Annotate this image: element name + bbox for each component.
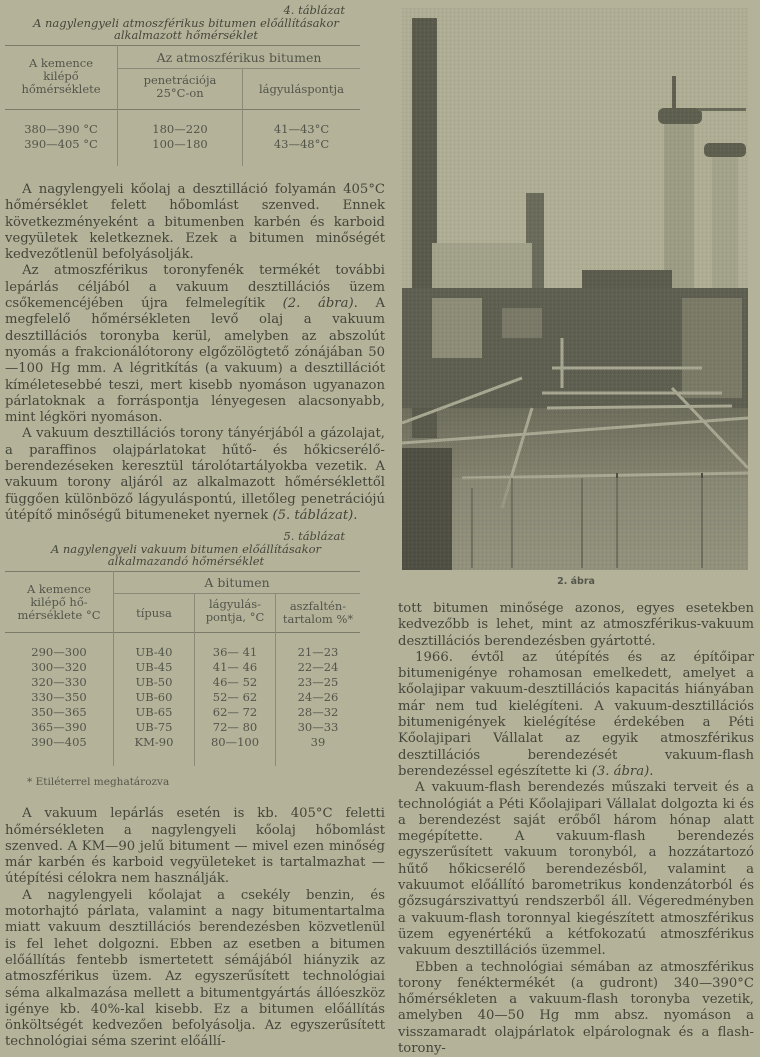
cell-type: UB-75 xyxy=(114,720,195,735)
header-text: aszfaltén- xyxy=(289,599,347,614)
right-column xyxy=(398,0,754,1057)
cell-softening: 43—48°C xyxy=(243,137,361,152)
table-5-grid xyxy=(5,571,360,766)
table-row xyxy=(5,735,360,750)
paragraph: A nagylengyeli kőolaj a desztilláció folyamán 405°C hőmérséklet felett hőbomlást szenved. Ennek következményeként a bitumenben karbén és karboid vegyületek keletkeznek. Ezek a bitumen minőségét kedvezőtlenül befolyásolják. xyxy=(5,182,385,263)
paragraph-text: . A megfelelő hőmérsékleten levő olaj a vakuum desztillációs toronyba kerül, amelyben az abszolút nyomás a frakcionálótorony elgőzölögtető zónájában 50—100 Hg mm. A légritkítás (a vakuum) a desztillációt kíméletesebbé teszi, mert kisebb nyomáson ugyanazon párlatoknak a forráspontja lényegesen alacsonyabb, mint légköri nyomáson. xyxy=(5,296,385,426)
table-4-title-line1: A nagylengyeli atmoszférikus bitumen előállításakor xyxy=(33,16,339,30)
table-5 xyxy=(5,530,385,788)
paragraph-text: 1966. évtől az útépítés és az építőipar bitumenigénye rohamosan emelkedett, amelyet a kőolajipar vakuum-desztillációs kapacitás hiányában már nem tud kielégíteni. A vakuum-desztillációs bitumenigények kielégítése érdekében a Péti Kőolajipari Vállalat az egyik atmoszférikus desztillációs berendezését vakuum-flash berendezéssel egészítette ki xyxy=(398,649,754,779)
header-text: A kemence xyxy=(28,56,94,70)
cell-asphaltene: 21—23 xyxy=(276,645,361,660)
photo-grain xyxy=(402,8,748,570)
table-4-title-line2: alkalmazott hőmérséklet xyxy=(114,28,258,42)
table-5-header-asphaltene xyxy=(276,594,361,633)
table-4-number: 4. táblázat xyxy=(283,3,345,17)
cell-type: UB-40 xyxy=(114,645,195,660)
header-text: A kemence xyxy=(26,581,92,596)
cell-softening: 72— 80 xyxy=(195,720,276,735)
paragraph: Ebben a technológiai sémában az atmoszférikus torony fenéktermékét (a gudront) 340—390°C hőmérsékleten a vakuum-flash toronyba vezetik, amelyben 40—50 Hg mm absz. nyomáson a visszamaradt olajpárlatok elpárolognak és a flash-torony- xyxy=(398,959,754,1057)
paragraph xyxy=(5,426,385,524)
cell-softening: 52— 62 xyxy=(195,690,276,705)
paragraph-text: A vakuum desztillációs torony tányérjából a gázolajat, a paraffinos olajpárlatokat hűtő- és hőkicserélő-berendezéseken keresztül tárolótartályokba vezetik. A vakuum torony aljáról az alkalmazott hőmérséklettől függően különböző lágyuláspontú, illetőleg penetrációjú útépítő minőségű bitumeneket nyernek xyxy=(5,426,385,523)
paragraph xyxy=(5,263,385,426)
table-row xyxy=(5,675,360,690)
cell-temp: 350—365 xyxy=(31,705,87,720)
header-text: 25°C-on xyxy=(156,86,204,100)
cell-temp: 330—350 xyxy=(31,690,87,705)
paragraph: A vakuum-flash berendezés műszaki terveit és a technológiát a Péti Kőolajipari Vállalat dolgozta ki és a berendezést saját erőből három hónap alatt megépítette. A vakuum-flash berendezés egyszerűsített vakuum toronyból, a hozzátartozó hűtő hőkicserélő berendezésből, valamint a vakuumot előállító barometrikus kondenzátorból és gőzsugárszivattyú rendszerből áll. Végeredményben a vakuum-flash toronnyal kiegészített atmoszférikus üzem egyenértékű a kétfokozatú atmoszférikus vakuum desztillációs üzemmel. xyxy=(398,780,754,959)
header-text: pontja, °C xyxy=(205,610,265,625)
cell-temp: 380—390 °C xyxy=(24,122,98,136)
cell-softening: 46— 52 xyxy=(195,675,276,690)
cell-softening: 41—43°C xyxy=(243,122,361,137)
cell-penetration: 180—220 xyxy=(118,122,243,137)
cell-type: KM-90 xyxy=(114,735,195,750)
table-row xyxy=(5,137,360,152)
header-text: penetrációja xyxy=(143,73,217,87)
header-text: hőmérséklete xyxy=(21,82,101,96)
paragraph xyxy=(398,650,754,780)
table-4-header-temp xyxy=(5,46,118,110)
refinery-photo-illustration xyxy=(402,8,748,570)
table-reference: (5. táblázat) xyxy=(272,507,354,523)
table-5-header-group: A bitumen xyxy=(114,572,361,594)
cell-softening: 36— 41 xyxy=(195,645,276,660)
cell-softening: 80—100 xyxy=(195,735,276,750)
left-column xyxy=(5,0,385,1051)
table-5-title-line2: alkalmazandó hőmérséklet xyxy=(107,554,265,569)
cell-penetration: 100—180 xyxy=(118,137,243,152)
cell-asphaltene: 28—32 xyxy=(276,705,361,720)
cell-softening: 62— 72 xyxy=(195,705,276,720)
table-4-header-penetration xyxy=(118,69,243,110)
table-row xyxy=(5,660,360,675)
table-4-header-softening: lágyuláspontja xyxy=(243,69,361,110)
table-row xyxy=(5,645,360,660)
header-text: lágyulás- xyxy=(208,597,262,612)
header-text: kilépő xyxy=(43,69,79,83)
paragraph: A nagylengyeli kőolajat a csekély benzin, és motorhajtó párlata, valamint a nagy bitumentartalma miatt vakuum desztillációs berendezésben közvetlenül is fel lehet dolgozni. Ebben az esetben a bitumen előállítás fentebb ismertetett sémájából hiányzik az atmoszférikus üzem. Az egyszerűsített technológiai séma alkalmazása mellett a bitumentgyártás állóeszköz igénye kb. 40%-kal kisebb. Ez a bitumen előállítás önköltségét kedvezően befolyásolja. Az egyszerűsített technológiai séma szerint előállí- xyxy=(5,887,385,1050)
cell-temp: 300—320 xyxy=(31,660,87,675)
cell-temp: 390—405 °C xyxy=(24,137,98,151)
cell-softening: 41— 46 xyxy=(195,660,276,675)
table-5-title xyxy=(5,543,385,567)
table-5-footnote: * Etiléterrel meghatározva xyxy=(27,776,170,789)
figure-caption: 2. ábra xyxy=(557,576,595,587)
table-5-header-temp xyxy=(5,572,114,633)
paragraph-text: . xyxy=(649,763,654,779)
table-4 xyxy=(5,4,385,166)
table-row xyxy=(5,720,360,735)
figure-reference: (2. ábra) xyxy=(282,296,354,312)
cell-asphaltene: 39 xyxy=(276,735,361,750)
paragraph-text: Az atmoszférikus toronyfenék termékét további lepárlás céljából a vakuum desztillációs üzem csőkemencéjében újra felmelegítik xyxy=(5,263,385,312)
cell-asphaltene: 30—33 xyxy=(276,720,361,735)
header-text: kilépő hő- xyxy=(30,594,88,609)
cell-temp: 390—405 xyxy=(31,735,87,750)
paragraph: A vakuum lepárlás esetén is kb. 405°C feletti hőmérsékleten a nagylengyeli kőolaj hőbomlást szenved. A KM—90 jelű bitument — mivel ezen minőség már karbén és karboid vegyületeket is tartalmazhat — útépítési célokra nem használják. xyxy=(5,806,385,887)
cell-asphaltene: 23—25 xyxy=(276,675,361,690)
table-5-header-type: típusa xyxy=(114,594,195,633)
cell-temp: 320—330 xyxy=(31,675,87,690)
cell-type: UB-45 xyxy=(114,660,195,675)
figure-reference: (3. ábra) xyxy=(591,763,650,779)
table-5-body xyxy=(5,645,360,750)
paragraph: tott bitumen minősége azonos, egyes esetekben kedvezőbb is lehet, mint az atmoszférikus-vakuum desztillációs berendezésben gyártotté. xyxy=(398,601,754,649)
cell-type: UB-65 xyxy=(114,705,195,720)
table-5-header-softening xyxy=(195,594,276,633)
header-text: mérséklete °C xyxy=(17,607,101,622)
cell-temp: 365—390 xyxy=(31,720,87,735)
cell-type: UB-60 xyxy=(114,690,195,705)
cell-temp: 290—300 xyxy=(31,645,87,660)
table-5-number: 5. táblázat xyxy=(283,529,345,544)
table-row xyxy=(5,122,360,137)
table-4-header-group: Az atmoszférikus bitumen xyxy=(118,46,361,69)
table-row xyxy=(5,705,360,720)
table-4-grid xyxy=(5,45,360,166)
figure-photo xyxy=(402,8,748,570)
header-text: tartalom %* xyxy=(282,612,354,627)
table-5-title-line1: A nagylengyeli vakuum bitumen előállításakor xyxy=(50,542,322,557)
table-4-title xyxy=(5,17,385,41)
cell-asphaltene: 22—24 xyxy=(276,660,361,675)
paragraph-text: . xyxy=(353,507,358,523)
cell-asphaltene: 24—26 xyxy=(276,690,361,705)
cell-type: UB-50 xyxy=(114,675,195,690)
table-row xyxy=(5,690,360,705)
